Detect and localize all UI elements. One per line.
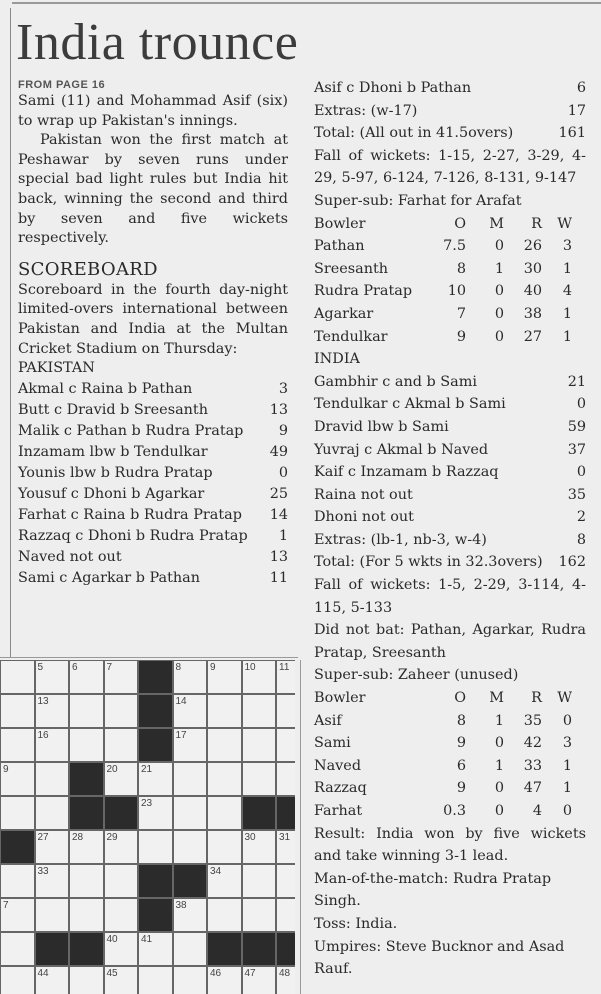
crossword-cell bbox=[0, 694, 35, 728]
batting-row bbox=[18, 484, 288, 505]
batsman-dismissal: Raina not out bbox=[314, 486, 413, 503]
batting-row bbox=[314, 484, 586, 507]
crossword-cell: 20 bbox=[104, 762, 139, 796]
crossword-cell bbox=[207, 728, 242, 762]
bowling-cell: Rudra Pratap bbox=[314, 283, 413, 300]
crossword-top-rule bbox=[0, 657, 298, 658]
batting-row bbox=[18, 463, 288, 484]
batsman-dismissal: Naved not out bbox=[18, 548, 122, 565]
toss: Toss: India. bbox=[314, 915, 398, 932]
bowling-cell: 27 bbox=[523, 328, 542, 345]
crossword-cell: 14 bbox=[173, 694, 208, 728]
bowling-cell: 1 bbox=[494, 260, 504, 277]
bowling-cell: W bbox=[557, 690, 572, 707]
batsman-dismissal: Inzamam lbw b Tendulkar bbox=[18, 443, 208, 460]
bowling-cell: M bbox=[489, 690, 504, 707]
crossword-cell: 7 bbox=[0, 898, 35, 932]
crossword-cell bbox=[104, 694, 139, 728]
bowling-cell: 9 bbox=[456, 735, 466, 752]
bowling-cell: 1 bbox=[494, 712, 504, 729]
batting-row bbox=[314, 506, 586, 529]
batsman-runs: 0 bbox=[576, 464, 586, 481]
batsman-dismissal: Tendulkar c Akmal b Sami bbox=[314, 396, 506, 413]
batsman-runs: 49 bbox=[269, 443, 288, 460]
bowling-cell: 7.5 bbox=[443, 238, 466, 255]
bowling-cell: Farhat bbox=[314, 803, 363, 819]
pakistan-title: PAKISTAN bbox=[18, 360, 95, 377]
india-total: Total: (For 5 wkts in 32.3overs) 162 bbox=[314, 554, 586, 571]
bowling-cell: Agarkar bbox=[314, 305, 374, 322]
bowling-cell: 1 bbox=[562, 305, 572, 322]
batting-row bbox=[314, 461, 586, 484]
crossword-cell: 23 bbox=[138, 796, 173, 830]
batting-row bbox=[18, 400, 288, 421]
batsman-runs: 13 bbox=[269, 401, 288, 418]
crossword-cell: 10 bbox=[242, 660, 277, 694]
scoreboard-intro: Scoreboard in the fourth day-night limited-overs international between Pakistan and India at the Multan Cricket Stadium on Thursday: bbox=[18, 281, 288, 357]
bowling-cell: Asif bbox=[314, 712, 342, 729]
bowling-row bbox=[314, 303, 586, 326]
crossword-cell: 30 bbox=[242, 830, 277, 864]
batting-row bbox=[314, 439, 586, 462]
crossword-black-cell bbox=[138, 694, 173, 728]
crossword-cell: 21 bbox=[138, 762, 173, 796]
crossword-cell: 8 bbox=[173, 660, 208, 694]
crossword-black-cell bbox=[69, 932, 104, 966]
bowling-row bbox=[314, 777, 586, 800]
bowling-cell: 4 bbox=[532, 803, 542, 819]
bowling-cell: 26 bbox=[523, 238, 542, 255]
crossword-cell: 6 bbox=[69, 660, 104, 694]
bowling-header bbox=[314, 213, 586, 236]
bowling-cell: W bbox=[557, 215, 572, 232]
crossword-black-cell bbox=[69, 796, 104, 830]
crossword-cell bbox=[242, 728, 277, 762]
batsman-runs: 35 bbox=[567, 486, 586, 503]
crossword-cell bbox=[69, 728, 104, 762]
bowling-cell: Bowler bbox=[314, 215, 366, 232]
crossword-cell bbox=[35, 898, 70, 932]
bowling-cell: Bowler bbox=[314, 690, 366, 707]
crossword-cell: 40 bbox=[104, 932, 139, 966]
batsman-dismissal: Younis lbw b Rudra Pratap bbox=[18, 464, 213, 481]
batsman-runs: 59 bbox=[567, 418, 586, 435]
batting-row bbox=[314, 77, 586, 100]
crossword-cell bbox=[207, 830, 242, 864]
crossword-cell: 44 bbox=[35, 966, 70, 994]
batsman-runs: 1 bbox=[278, 527, 288, 544]
crossword-grid bbox=[0, 660, 295, 994]
crossword-cell bbox=[138, 830, 173, 864]
batting-row bbox=[18, 421, 288, 442]
bowling-cell: Sreesanth bbox=[314, 260, 389, 277]
crossword-cell: 28 bbox=[69, 830, 104, 864]
batting-row bbox=[314, 416, 586, 439]
crossword-cell bbox=[173, 830, 208, 864]
batsman-dismissal: Malik c Pathan b Rudra Pratap bbox=[18, 422, 244, 439]
crossword-cell bbox=[276, 728, 295, 762]
bowling-cell: 0 bbox=[562, 712, 572, 729]
india-batting bbox=[314, 371, 586, 529]
crossword-cell: 5 bbox=[35, 660, 70, 694]
crossword-cell bbox=[276, 762, 295, 796]
bowling-cell: R bbox=[531, 215, 542, 232]
bowling-cell: 8 bbox=[456, 260, 466, 277]
crossword-cell bbox=[276, 898, 295, 932]
bowling-row bbox=[314, 258, 586, 281]
crossword-cell: 41 bbox=[138, 932, 173, 966]
crossword-cell: 29 bbox=[104, 830, 139, 864]
crossword-cell bbox=[0, 728, 35, 762]
bowling-cell: 30 bbox=[523, 260, 542, 277]
batsman-runs: 13 bbox=[269, 548, 288, 565]
batsman-dismissal: Dhoni not out bbox=[314, 509, 414, 526]
bowling-cell: 1 bbox=[562, 328, 572, 345]
bowling-cell: 35 bbox=[523, 712, 542, 729]
crossword-cell bbox=[242, 898, 277, 932]
pakistan-extras: Extras: (w-17) 17 bbox=[314, 102, 586, 119]
crossword-cell bbox=[0, 796, 35, 830]
batsman-dismissal: Butt c Dravid b Sreesanth bbox=[18, 401, 208, 418]
batting-row bbox=[18, 442, 288, 463]
bowling-header bbox=[314, 687, 586, 710]
crossword-cell bbox=[138, 966, 173, 994]
crossword-cell bbox=[69, 898, 104, 932]
batting-row bbox=[18, 526, 288, 547]
crossword-cell: 46 bbox=[207, 966, 242, 994]
crossword-black-cell bbox=[69, 762, 104, 796]
batsman-runs: 14 bbox=[269, 506, 288, 523]
crossword-cell: 33 bbox=[35, 864, 70, 898]
bowling-cell: 3 bbox=[562, 238, 572, 255]
bowling-cell: 0 bbox=[494, 283, 504, 300]
batsman-dismissal: Razzaq c Dhoni b Rudra Pratap bbox=[18, 527, 248, 544]
batsman-dismissal: Kaif c Inzamam b Razzaq bbox=[314, 464, 499, 481]
match-result: Result: India won by five wickets and take winning 3-1 lead. bbox=[314, 825, 586, 865]
bowling-cell: 0 bbox=[494, 328, 504, 345]
batsman-runs: 3 bbox=[278, 380, 288, 397]
bowling-cell: 0 bbox=[494, 305, 504, 322]
bowling-row bbox=[314, 732, 586, 755]
crossword-cell bbox=[173, 966, 208, 994]
crossword-cell: 31 bbox=[276, 830, 295, 864]
from-page-label: FROM PAGE 16 bbox=[18, 79, 106, 91]
batsman-runs: 37 bbox=[567, 441, 586, 458]
umpires: Umpires: Steve Bucknor and Asad Rauf. bbox=[314, 938, 565, 978]
bowling-cell: 0.3 bbox=[443, 803, 466, 819]
crossword-black-cell bbox=[0, 830, 35, 864]
crossword-cell bbox=[35, 796, 70, 830]
india-bowling-table bbox=[314, 687, 586, 823]
bowling-row bbox=[314, 235, 586, 258]
bowling-cell: 1 bbox=[494, 757, 504, 774]
crossword-cell: 47 bbox=[242, 966, 277, 994]
batsman-runs: 21 bbox=[567, 373, 586, 390]
crossword-cell bbox=[276, 864, 295, 898]
batsman-dismissal: Sami c Agarkar b Pathan bbox=[18, 569, 201, 586]
india-supersub: Super-sub: Zaheer (unused) bbox=[314, 667, 519, 684]
pakistan-bowling-table bbox=[314, 213, 586, 349]
bowling-cell: 33 bbox=[523, 757, 542, 774]
crossword-cell: 13 bbox=[35, 694, 70, 728]
batsman-dismissal: Yousuf c Dhoni b Agarkar bbox=[18, 485, 205, 502]
crossword-cell bbox=[207, 796, 242, 830]
crossword-cell: 48 bbox=[276, 966, 295, 994]
crossword-cell: 9 bbox=[207, 660, 242, 694]
crossword-cell: 17 bbox=[173, 728, 208, 762]
crossword-cell bbox=[242, 762, 277, 796]
pakistan-fall-of-wickets: Fall of wickets: 1-15, 2-27, 3-29, 4-29, 5-97, 6-124, 7-126, 8-131, 9-147 bbox=[314, 147, 586, 187]
left-column bbox=[18, 78, 288, 589]
pakistan-batting-part2 bbox=[314, 77, 586, 100]
intro-paragraph-2: Pakistan won the first match at Peshawar by seven runs under special bad light rules but India hit back, winning the second and third by seven and five wickets respectively. bbox=[18, 132, 288, 247]
batsman-runs: 0 bbox=[278, 464, 288, 481]
crossword-black-cell bbox=[138, 898, 173, 932]
bowling-cell: 3 bbox=[562, 735, 572, 752]
bowling-row bbox=[314, 800, 586, 823]
top-rule bbox=[12, 2, 601, 4]
bowling-cell: 0 bbox=[494, 803, 504, 819]
bowling-cell: 40 bbox=[523, 283, 542, 300]
pakistan-batting-part1 bbox=[18, 379, 288, 589]
crossword-black-cell bbox=[276, 932, 295, 966]
crossword-cell: 16 bbox=[35, 728, 70, 762]
crossword-cell bbox=[173, 762, 208, 796]
crossword-cell bbox=[0, 864, 35, 898]
crossword-cell bbox=[207, 762, 242, 796]
batsman-dismissal: Akmal c Raina b Pathan bbox=[18, 380, 193, 397]
bowling-cell: Razzaq bbox=[314, 780, 367, 797]
crossword-cell bbox=[69, 694, 104, 728]
bowling-cell: 1 bbox=[562, 260, 572, 277]
batsman-dismissal: Dravid lbw b Sami bbox=[314, 418, 449, 435]
pakistan-supersub: Super-sub: Farhat for Arafat bbox=[314, 192, 522, 209]
bowling-row bbox=[314, 280, 586, 303]
bowling-cell: Sami bbox=[314, 735, 351, 752]
bowling-cell: 9 bbox=[456, 328, 466, 345]
bowling-cell: 7 bbox=[456, 305, 466, 322]
batting-row bbox=[18, 379, 288, 400]
bowling-cell: M bbox=[489, 215, 504, 232]
batting-row bbox=[18, 547, 288, 568]
bowling-cell: 47 bbox=[523, 780, 542, 797]
crossword-cell: 27 bbox=[35, 830, 70, 864]
crossword-cell: 11 bbox=[276, 660, 295, 694]
bowling-cell: 1 bbox=[562, 757, 572, 774]
crossword-cell: 38 bbox=[173, 898, 208, 932]
intro-paragraph-1: Sami (11) and Mohammad Asif (six) to wrap up Pakistan's innings. bbox=[18, 93, 288, 129]
bowling-cell: O bbox=[454, 690, 466, 707]
bowling-cell: 10 bbox=[447, 283, 466, 300]
india-extras: Extras: (lb-1, nb-3, w-4) 8 bbox=[314, 531, 586, 548]
crossword-cell bbox=[242, 864, 277, 898]
crossword-cell bbox=[173, 932, 208, 966]
crossword-black-cell bbox=[242, 932, 277, 966]
crossword-cell: 45 bbox=[104, 966, 139, 994]
bowling-cell: 8 bbox=[456, 712, 466, 729]
right-column bbox=[314, 77, 586, 981]
crossword-black-cell bbox=[276, 796, 295, 830]
bowling-cell: 0 bbox=[494, 780, 504, 797]
bowling-row bbox=[314, 710, 586, 733]
column-rule bbox=[10, 8, 11, 658]
crossword-cell bbox=[276, 694, 295, 728]
crossword-cell bbox=[69, 966, 104, 994]
crossword-black-cell bbox=[242, 796, 277, 830]
batting-row bbox=[314, 371, 586, 394]
bowling-row bbox=[314, 326, 586, 349]
crossword-black-cell bbox=[138, 660, 173, 694]
batsman-runs: 2 bbox=[576, 509, 586, 526]
bowling-cell: 42 bbox=[523, 735, 542, 752]
bowling-cell: 0 bbox=[562, 803, 572, 819]
man-of-the-match: Man-of-the-match: Rudra Pratap Singh. bbox=[314, 870, 552, 910]
bowling-cell: Tendulkar bbox=[314, 328, 388, 345]
crossword-black-cell bbox=[138, 864, 173, 898]
crossword-cell: 7 bbox=[104, 660, 139, 694]
bowling-cell: 0 bbox=[494, 735, 504, 752]
bowling-row bbox=[314, 755, 586, 778]
crossword-black-cell bbox=[35, 932, 70, 966]
bowling-cell: O bbox=[454, 215, 466, 232]
crossword-cell bbox=[207, 694, 242, 728]
batsman-dismissal: Asif c Dhoni b Pathan bbox=[314, 80, 472, 96]
bowling-cell: 0 bbox=[494, 238, 504, 255]
headline: India trounce bbox=[16, 14, 299, 71]
crossword-black-cell bbox=[173, 864, 208, 898]
crossword-cell: 34 bbox=[207, 864, 242, 898]
bowling-cell: R bbox=[531, 690, 542, 707]
crossword-cell bbox=[69, 864, 104, 898]
india-did-not-bat: Did not bat: Pathan, Agarkar, Rudra Pratap, Sreesanth bbox=[314, 622, 586, 661]
batsman-runs: 25 bbox=[269, 485, 288, 502]
scoreboard-heading: SCOREBOARD bbox=[18, 258, 158, 280]
batting-row bbox=[314, 393, 586, 416]
india-fall-of-wickets: Fall of wickets: 1-5, 2-29, 3-114, 4-115, 5-133 bbox=[314, 577, 586, 616]
batsman-runs: 9 bbox=[278, 422, 288, 439]
crossword-cell bbox=[0, 660, 35, 694]
batsman-runs: 11 bbox=[269, 569, 288, 586]
crossword-cell bbox=[104, 864, 139, 898]
crossword-cell bbox=[242, 694, 277, 728]
batsman-runs: 0 bbox=[576, 396, 586, 413]
bowling-cell: 38 bbox=[523, 305, 542, 322]
crossword-cell bbox=[207, 898, 242, 932]
crossword-cell bbox=[0, 932, 35, 966]
crossword-cell bbox=[0, 966, 35, 994]
pakistan-total: Total: (All out in 41.5overs) 161 bbox=[314, 125, 586, 142]
bowling-cell: 6 bbox=[456, 757, 466, 774]
crossword-cell bbox=[104, 728, 139, 762]
crossword-cell bbox=[35, 762, 70, 796]
crossword-cell: 9 bbox=[0, 762, 35, 796]
batting-row bbox=[18, 568, 288, 589]
bowling-cell: Pathan bbox=[314, 238, 365, 255]
batsman-dismissal: Yuvraj c Akmal b Naved bbox=[314, 441, 489, 458]
crossword-black-cell bbox=[207, 932, 242, 966]
crossword-cell bbox=[104, 898, 139, 932]
crossword-black-cell bbox=[138, 728, 173, 762]
batsman-dismissal: Gambhir c and b Sami bbox=[314, 373, 477, 390]
bowling-cell: 9 bbox=[456, 780, 466, 797]
crossword-cell bbox=[173, 796, 208, 830]
bowling-cell: 1 bbox=[562, 780, 572, 797]
crossword-puzzle bbox=[0, 660, 295, 994]
batsman-runs: 6 bbox=[576, 80, 586, 96]
batsman-dismissal: Farhat c Raina b Rudra Pratap bbox=[18, 506, 242, 523]
batting-row bbox=[18, 505, 288, 526]
india-title: INDIA bbox=[314, 351, 360, 368]
crossword-black-cell bbox=[104, 796, 139, 830]
crossword-side-rule bbox=[300, 660, 301, 994]
bowling-cell: 4 bbox=[562, 283, 572, 300]
bowling-cell: Naved bbox=[314, 757, 362, 774]
